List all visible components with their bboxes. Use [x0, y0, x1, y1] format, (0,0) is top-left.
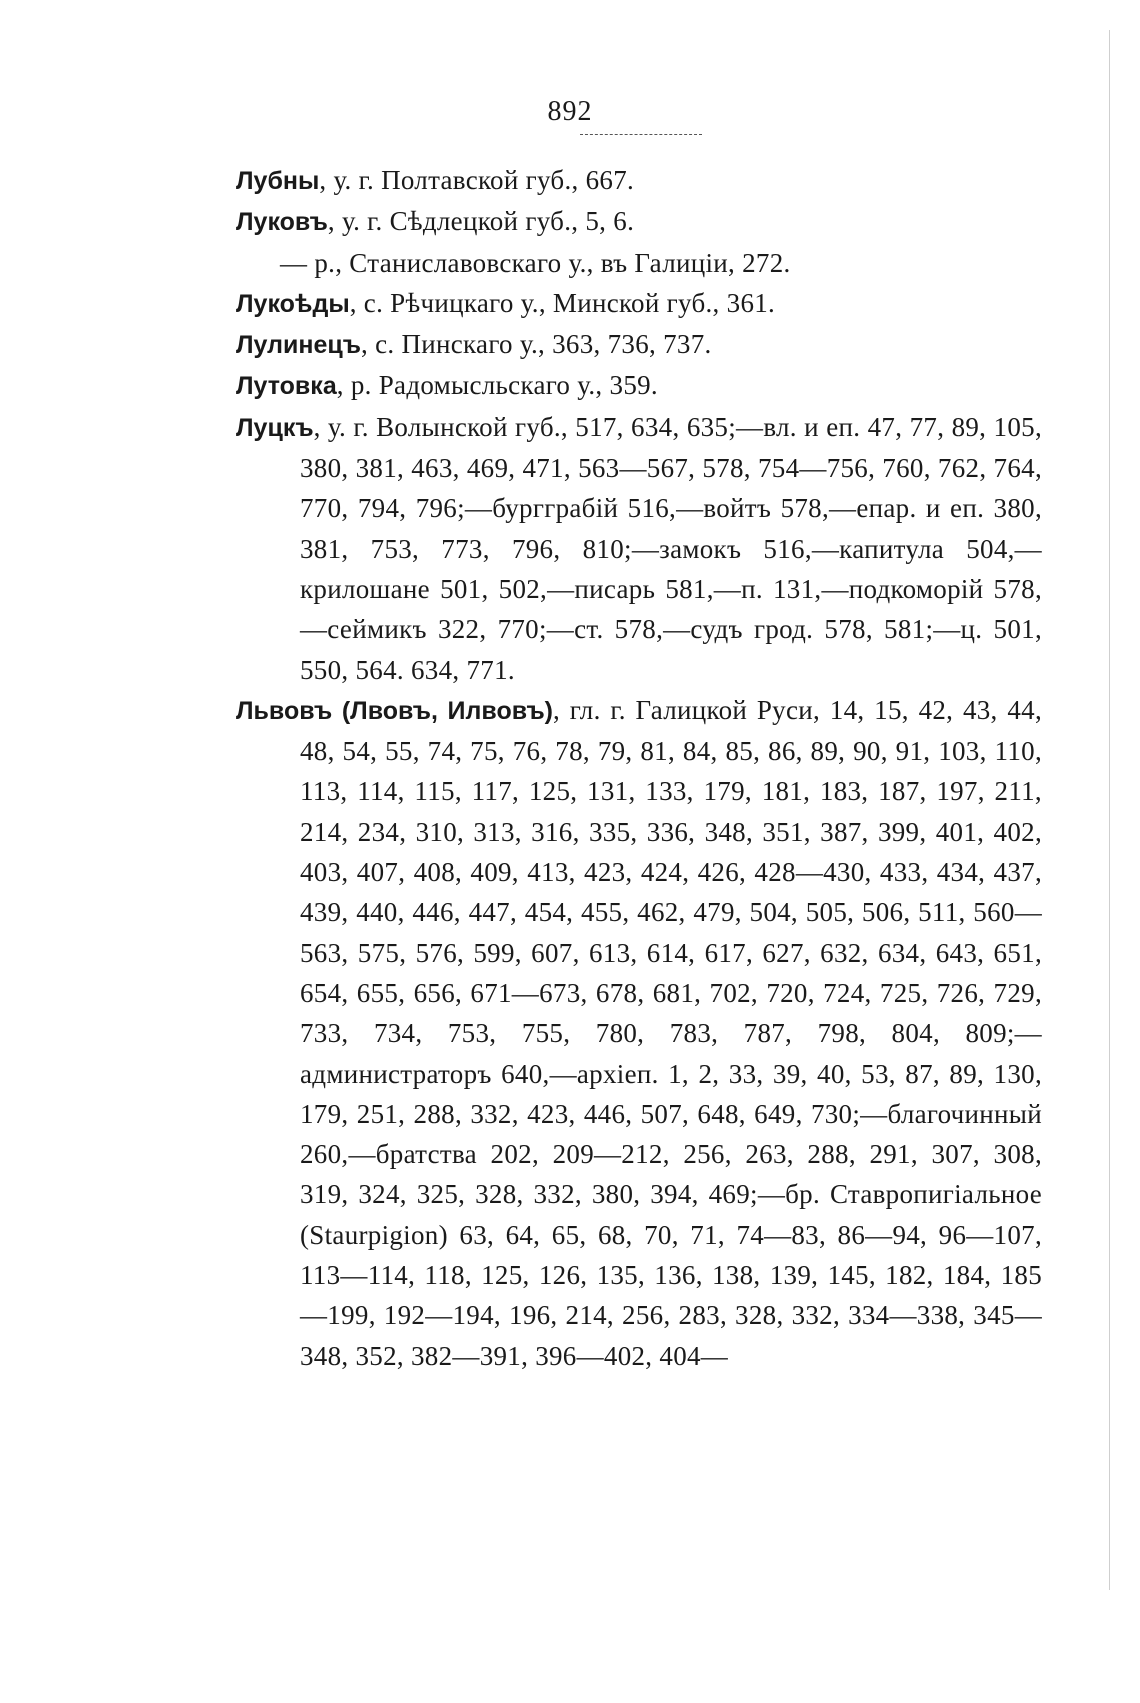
page-number: 892: [547, 96, 593, 127]
entry-headword: Лулинецъ: [236, 331, 361, 360]
index-entry-lutovka: [236, 365, 1042, 406]
entry-headword: Лукоѣды: [236, 289, 350, 318]
index-entry-lutsk: [236, 407, 1042, 690]
entry-text: , у. г. Полтавской губ., 667.: [319, 165, 635, 195]
entry-text: , с. Пинскаго у., 363, 736, 737.: [360, 329, 712, 360]
margin-shadow: [1109, 30, 1110, 1590]
page-number-rule: [580, 134, 702, 135]
index-entries: [236, 160, 1042, 1376]
index-entry-lubny: [236, 160, 1042, 201]
entry-headword: Лутовка: [236, 372, 337, 401]
entry-dash: —: [280, 247, 308, 278]
entry-text: , у. г. Волынской губ., 517, 634, 635;—вл. и еп. 47, 77, 89, 105, 380, 381, 463, 469, 471, 563—567, 578, 754—756, 760, 762, 764, 770, 794, 796;—бургграбій 516,—войтъ 578,—епар. и еп. 380, 381, 753, 773, 796, 810;—замокъ 516,—капитула 504,—крилошане 501, 502,—писарь 581,—п. 131,—подкоморій 578,—сеймикъ 322, 770;—ст. 578,—судъ грод. 578, 581;—ц. 501, 550, 564. 634, 771.: [300, 411, 1042, 685]
index-entry-lukov-river: [236, 243, 1042, 283]
entry-text: р., Станиславовскаго у., въ Галиціи, 272.: [307, 247, 791, 278]
index-entry-lukoedy: [236, 283, 1042, 324]
entry-text: , с. Рѣчицкаго у., Минской губ., 361.: [349, 287, 776, 318]
entry-headword: Луковъ: [236, 208, 328, 237]
entry-text: , у. г. Сѣдлецкой губ., 5, 6.: [327, 206, 635, 237]
index-entry-luninets: [236, 324, 1042, 365]
entry-text: , р. Радомысльскаго у., 359.: [336, 370, 658, 401]
entry-headword: Лубны: [236, 167, 320, 195]
entry-headword: Львовъ (Лвовъ, Илвовъ): [236, 696, 554, 725]
entry-text: , гл. г. Галицкой Руси, 14, 15, 42, 43, 44, 48, 54, 55, 74, 75, 76, 78, 79, 81, 84, 85, 86, 89, 90, 91, 103, 110, 113, 114, 115, 117, 125, 131, 133, 179, 181, 183, 187, 197, 211, 214, 234, 310, 313, 316, 335, 336, 348, 351, 387, 399, 401, 402, 403, 407, 408, 409, 413, 423, 424, 426, 428—430, 433, 434, 437, 439, 440, 446, 447, 454, 455, 462, 479, 504, 505, 506, 511, 560—563, 575, 576, 599, 607, 613, 614, 617, 627, 632, 634, 643, 651, 654, 655, 656, 671—673, 678, 681, 702, 720, 724, 725, 726, 729, 733, 734, 753, 755, 780, 783, 787, 798, 804, 809;—администраторъ 640,—архіеп. 1, 2, 33, 39, 40, 53, 87, 89, 130, 179, 251, 288, 332, 423, 446, 507, 648, 649, 730;—благочинный 260,—братства 202, 209—212, 256, 263, 288, 291, 307, 308, 319, 324, 325, 328, 332, 380, 394, 469;—бр. Ставропигіальное (Staurpigion) 63, 64, 65, 68, 70, 71, 74—83, 86—94, 96—107, 113—114, 118, 125, 126, 135, 136, 138, 139, 145, 182, 184, 185—199, 192—194, 196, 214, 256, 283, 328, 332, 334—338, 345—348, 352, 382—391, 396—402, 404—: [300, 694, 1042, 1371]
index-entry-lvov: [236, 690, 1042, 1376]
entry-headword: Луцкъ: [236, 413, 314, 442]
index-entry-lukov: [236, 201, 1042, 242]
